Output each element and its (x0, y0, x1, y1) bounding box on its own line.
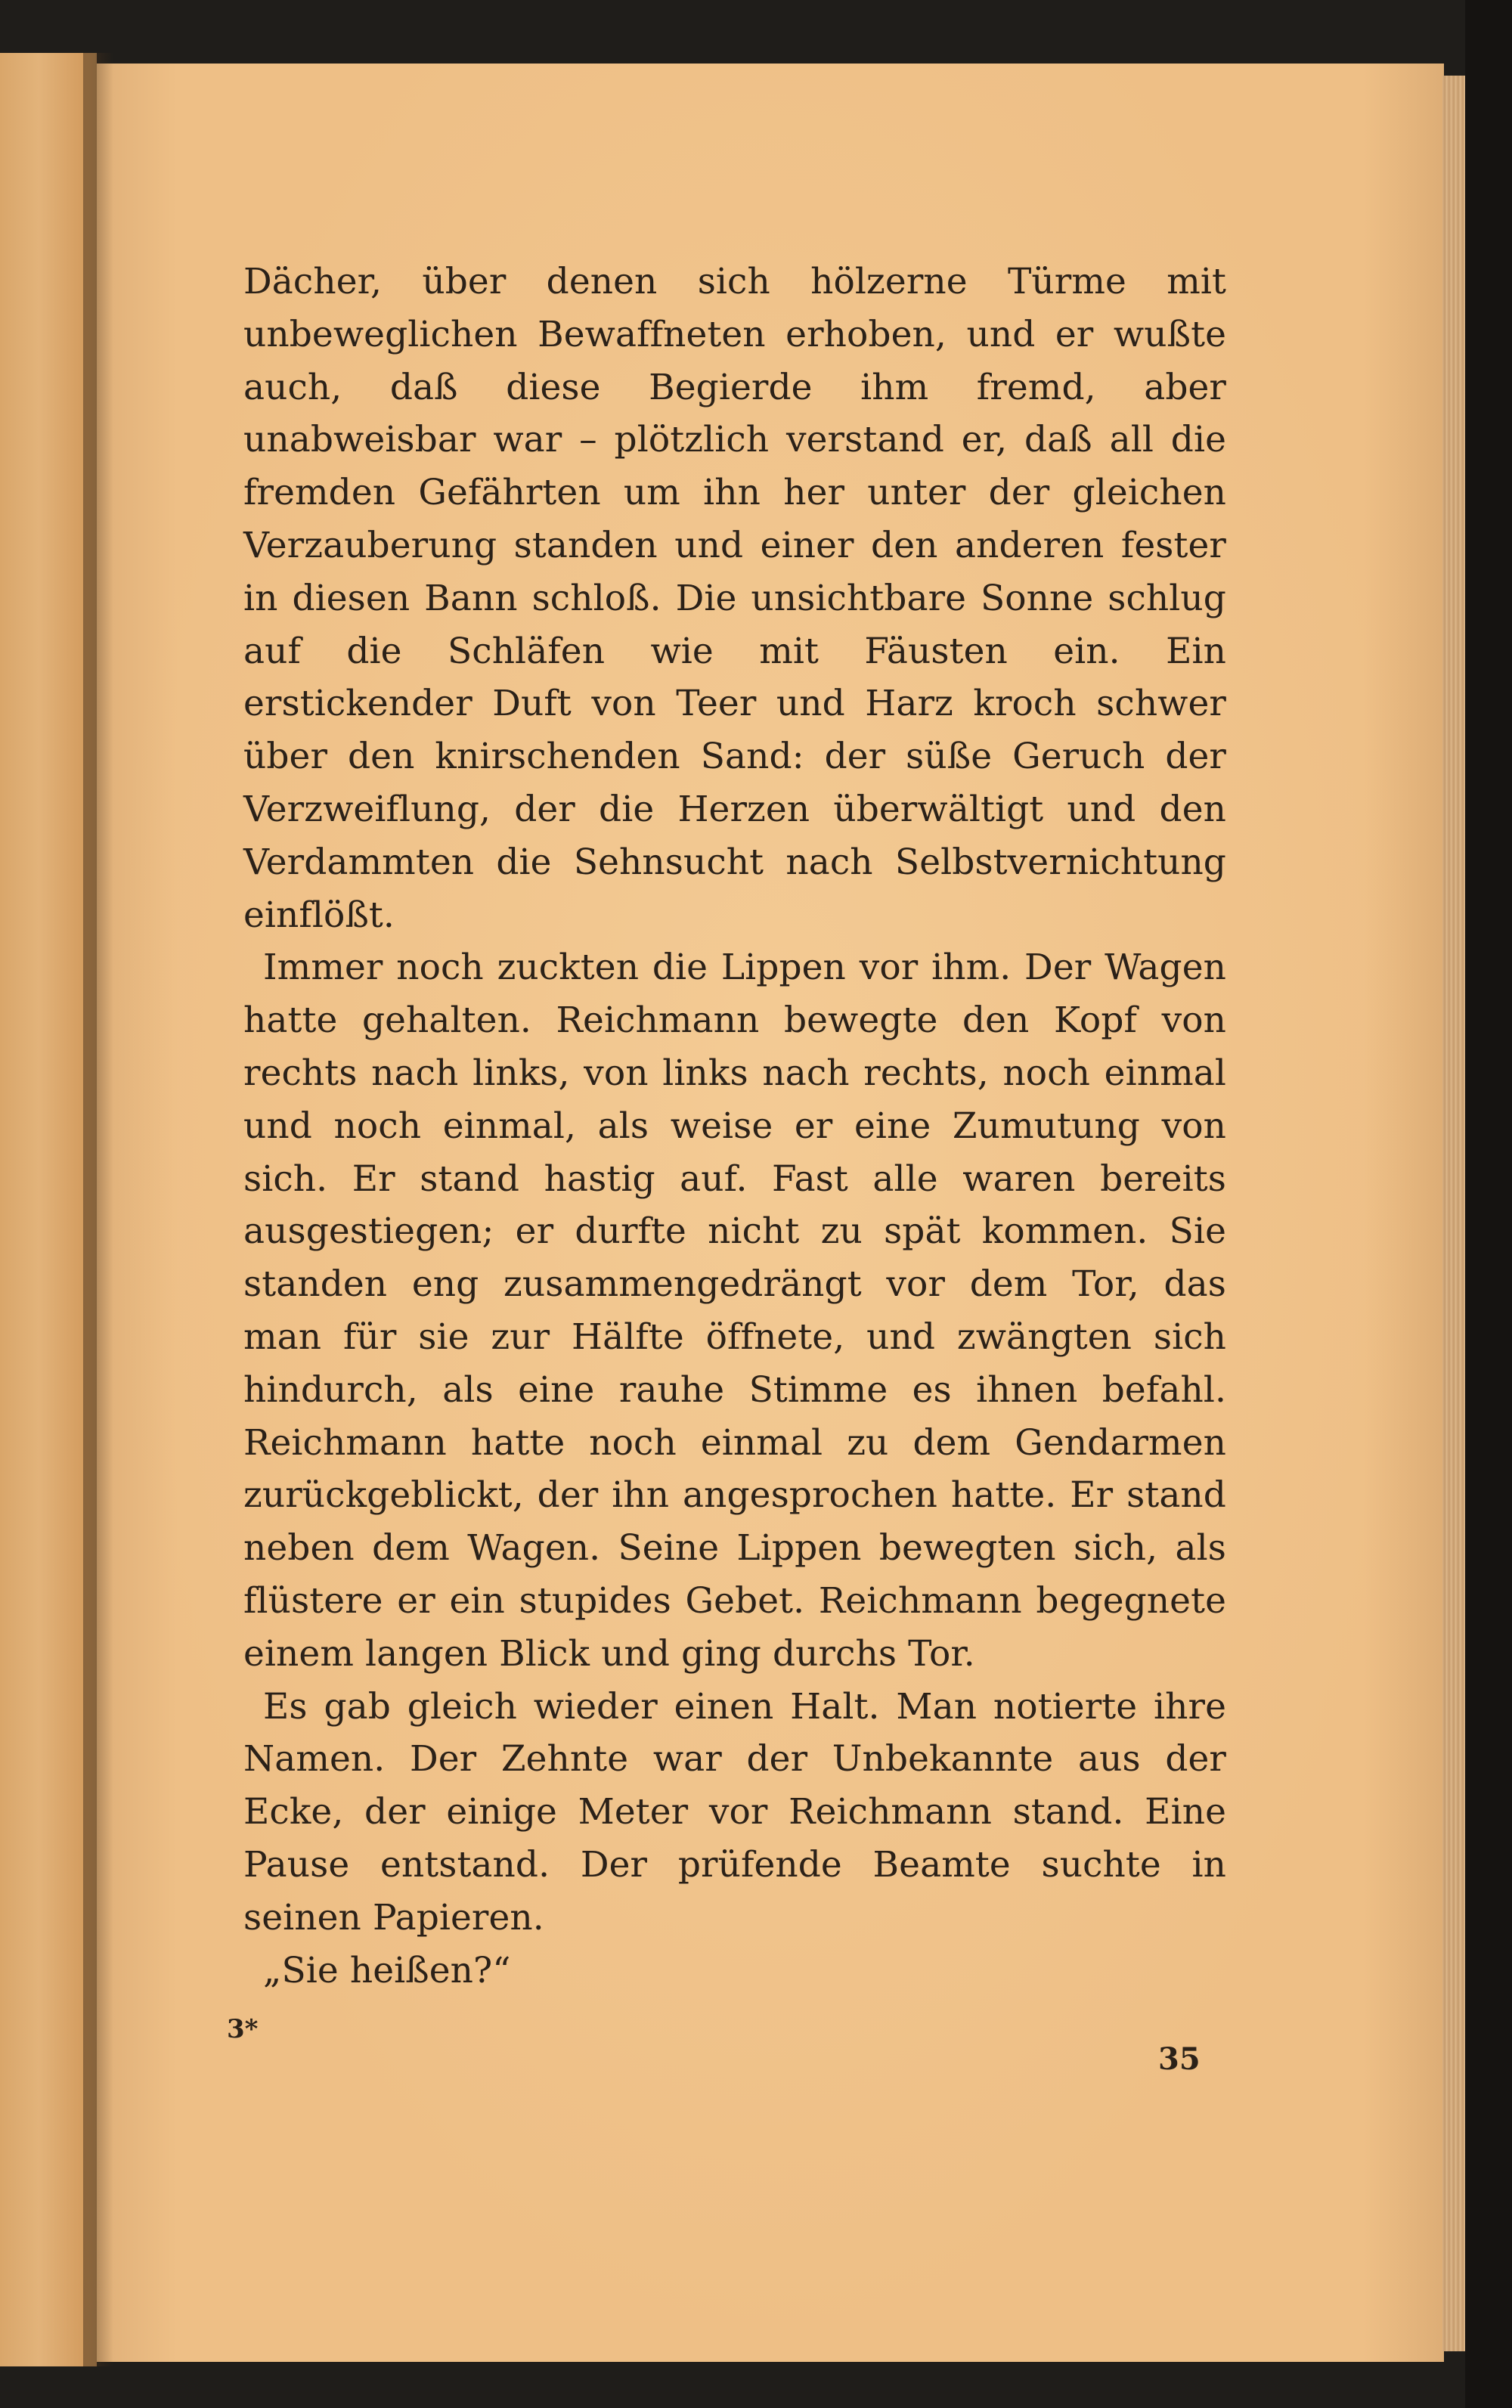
body-text (243, 256, 1226, 1997)
paragraph-4: „Sie heißen?“ (263, 1949, 511, 1991)
page-number: 35 (1158, 2041, 1201, 2077)
gutter-shadow (83, 53, 113, 2366)
left-page-edge (0, 53, 97, 2366)
paragraph-3: Es gab gleich wieder einen Halt. Man notierte ihre Namen. Der Zehnte war der Unbekannte aus der Ecke, der einige Meter vor Reichmann stand. Eine Pause entstand. Der prüfende Beamte suchte in seinen Papieren. (243, 1685, 1226, 1938)
page-stack-edge (1442, 76, 1465, 2351)
signature-mark: 3* (227, 2014, 259, 2044)
scan-border-right (1465, 0, 1512, 2408)
paragraph-2: Immer noch zuckten die Lippen vor ihm. Der Wagen hatte gehalten. Reichmann bewegte den Kopf von rechts nach links, von links nach rechts, noch einmal und noch einmal, als weise er eine Zumutung von sich. Er stand hastig auf. Fast alle waren bereits ausgestiegen; er durfte nicht zu spät kommen. Sie standen eng zusammengedrängt vor dem Tor, das man für sie zur Hälfte öffnete, und zwängten sich hindurch, als eine rauhe Stimme es ihnen befahl. Reichmann hatte noch einmal zu dem Gendarmen zurückgeblickt, der ihn angesprochen hatte. Er stand neben dem Wagen. Seine Lippen bewegten sich, als flüstere er ein stupides Gebet. Reichmann begegnete einem langen Blick und ging durchs Tor. (243, 947, 1226, 1675)
paragraph-1: Dächer, über denen sich hölzerne Türme mit unbeweglichen Bewaffneten erhoben, und er wußte auch, daß diese Begierde ihm fremd, aber unabweisbar war – plötzlich verstand er, daß all die fremden Gefährten um ihn her unter der gleichen Verzauberung standen und einer den anderen fester in diesen Bann schloß. Die unsichtbare Sonne schlug auf die Schläfen wie mit Fäusten ein. Ein erstickender Duft von Teer und Harz kroch schwer über den knirschenden Sand: der süße Geruch der Verzweiflung, der die Herzen überwältigt und den Verdammten die Sehnsucht nach Selbstvernichtung einflößt. (243, 261, 1226, 936)
